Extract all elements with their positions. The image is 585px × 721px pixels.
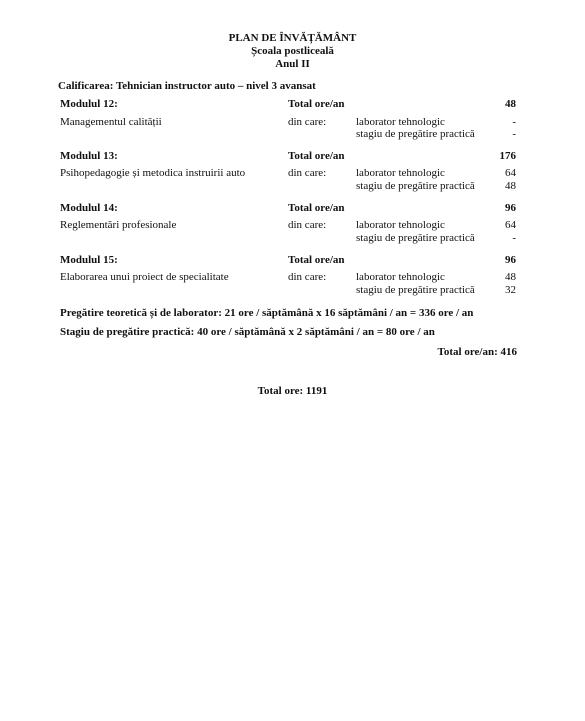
module-name: Psihopedagogie și metodica instruirii auto xyxy=(60,167,246,179)
module-total-value: 48 xyxy=(505,98,516,110)
lab-label: laborator tehnologic xyxy=(356,219,445,231)
stage-value: 48 xyxy=(505,180,516,192)
module-heading: Modulul 13: xyxy=(60,150,118,162)
module-name: Elaborarea unui proiect de specialitate xyxy=(60,271,229,283)
study-year: Anul II xyxy=(275,58,310,70)
module-total-value: 96 xyxy=(505,254,516,266)
document-title: PLAN DE ÎNVĂȚĂMÂNT xyxy=(228,32,357,44)
module-heading: Modulul 14: xyxy=(60,202,118,214)
module-total-label: Total ore/an xyxy=(288,150,345,162)
module-name: Reglementări profesionale xyxy=(60,219,177,231)
din-care-label: din care: xyxy=(288,271,327,283)
din-care-label: din care: xyxy=(288,167,327,179)
module-total-label: Total ore/an xyxy=(288,202,345,214)
grand-total: Total ore: 1191 xyxy=(257,385,328,397)
stage-value: - xyxy=(512,232,516,244)
stage-label: stagiu de pregătire practică xyxy=(356,180,475,192)
module-total-value: 176 xyxy=(499,150,516,162)
lab-value: 64 xyxy=(505,219,516,231)
lab-label: laborator tehnologic xyxy=(356,116,445,128)
lab-value: 64 xyxy=(505,167,516,179)
theory-summary: Pregătire teoretică și de laborator: 21 ore / săptămână x 16 săptămâni / an = 336 ore / an xyxy=(60,307,474,319)
lab-label: laborator tehnologic xyxy=(356,271,445,283)
din-care-label: din care: xyxy=(288,116,327,128)
module-total-label: Total ore/an xyxy=(288,98,345,110)
module-heading: Modulul 12: xyxy=(60,98,118,110)
module-name: Managementul calității xyxy=(60,116,162,128)
lab-label: laborator tehnologic xyxy=(356,167,445,179)
module-total-label: Total ore/an xyxy=(288,254,345,266)
stage-label: stagiu de pregătire practică xyxy=(356,232,475,244)
module-heading: Modulul 15: xyxy=(60,254,118,266)
stage-value: - xyxy=(512,128,516,140)
lab-value: 48 xyxy=(505,271,516,283)
total-per-year: Total ore/an: 416 xyxy=(437,346,517,358)
module-total-value: 96 xyxy=(505,202,516,214)
stage-value: 32 xyxy=(505,284,516,296)
stage-label: stagiu de pregătire practică xyxy=(356,128,475,140)
school-name: Școala postliceală xyxy=(251,45,334,57)
qualification: Calificarea: Tehnician instructor auto – nivel 3 avansat xyxy=(58,80,316,92)
practice-summary: Stagiu de pregătire practică: 40 ore / săptămână x 2 săptămâni / an = 80 ore / an xyxy=(60,326,435,338)
lab-value: - xyxy=(512,116,516,128)
stage-label: stagiu de pregătire practică xyxy=(356,284,475,296)
din-care-label: din care: xyxy=(288,219,327,231)
